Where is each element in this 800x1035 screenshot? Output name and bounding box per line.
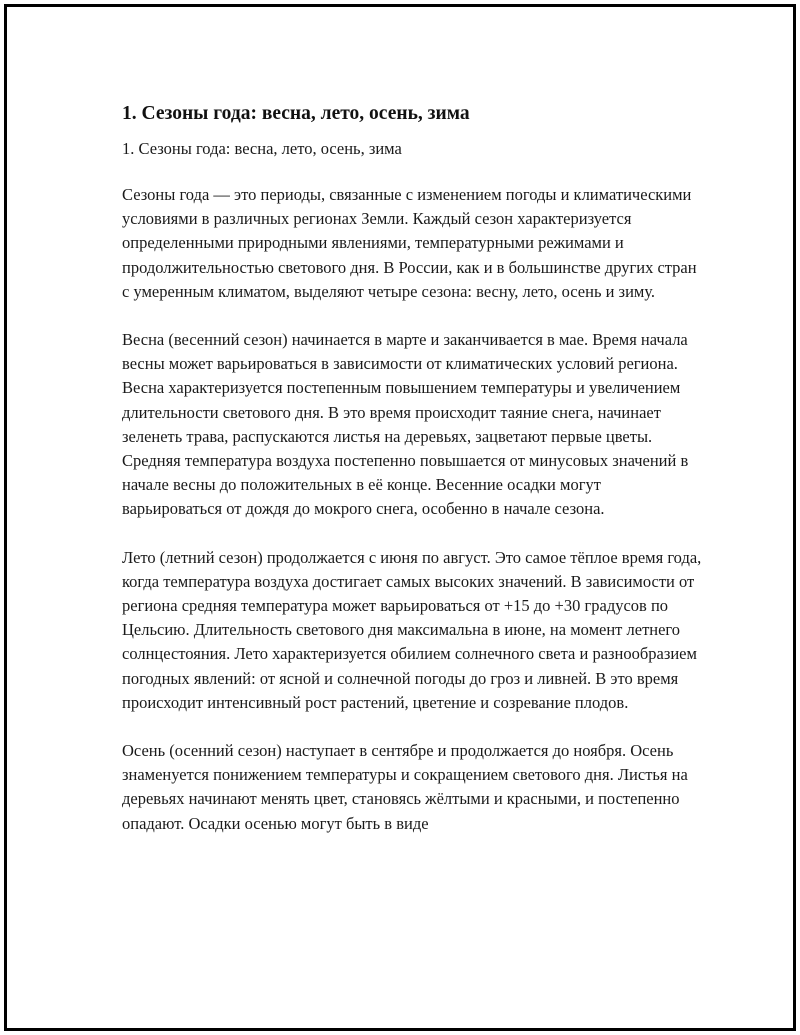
document-heading: 1. Сезоны года: весна, лето, осень, зима bbox=[122, 103, 470, 124]
paragraph-autumn: Осень (осенний сезон) наступает в сентябре и продолжается до ноября. Осень знаменуется понижением температуры и сокращением светового дня. Листья на деревьях начинают менять цвет, становясь жёлтыми и красными, и постепенно опадают. Осадки осенью могут быть в виде bbox=[122, 741, 688, 833]
document-body bbox=[122, 101, 702, 860]
paragraph-spring: Весна (весенний сезон) начинается в марте и заканчивается в мае. Время начала весны может варьироваться в зависимости от климатических условий региона. Весна характеризуется постепенным повышением температуры и увеличением длительности светового дня. В это время происходит таяние снега, начинает зеленеть трава, распускаются листья на деревьях, зацветают первые цветы. Средняя температура воздуха постепенно повышается от минусовых значений в начале весны до положительных в её конце. Весенние осадки могут варьироваться от дождя до мокрого снега, особенно в начале сезона. bbox=[122, 330, 689, 519]
paragraph-intro: Сезоны года — это периоды, связанные с изменением погоды и климатическими условиями в различных регионах Земли. Каждый сезон характеризуется определенными природными явлениями, температурными режимами и продолжительностью светового дня. В России, как и в большинстве других стран с умеренным климатом, выделяют четыре сезона: весну, лето, осень и зиму. bbox=[122, 185, 697, 301]
page-frame bbox=[4, 4, 796, 1031]
paragraph-summer: Лето (летний сезон) продолжается с июня по август. Это самое тёплое время года, когда температура воздуха достигает самых высоких значений. В зависимости от региона средняя температура может варьироваться от +15 до +30 градусов по Цельсию. Длительность светового дня максимальна в июне, на момент летнего солнцестояния. Лето характеризуется обилием солнечного света и разнообразием погодных явлений: от ясной и солнечной погоды до гроз и ливней. В это время происходит интенсивный рост растений, цветение и созревание плодов. bbox=[122, 547, 702, 712]
section-subheading: 1. Сезоны года: весна, лето, осень, зима bbox=[122, 139, 402, 158]
